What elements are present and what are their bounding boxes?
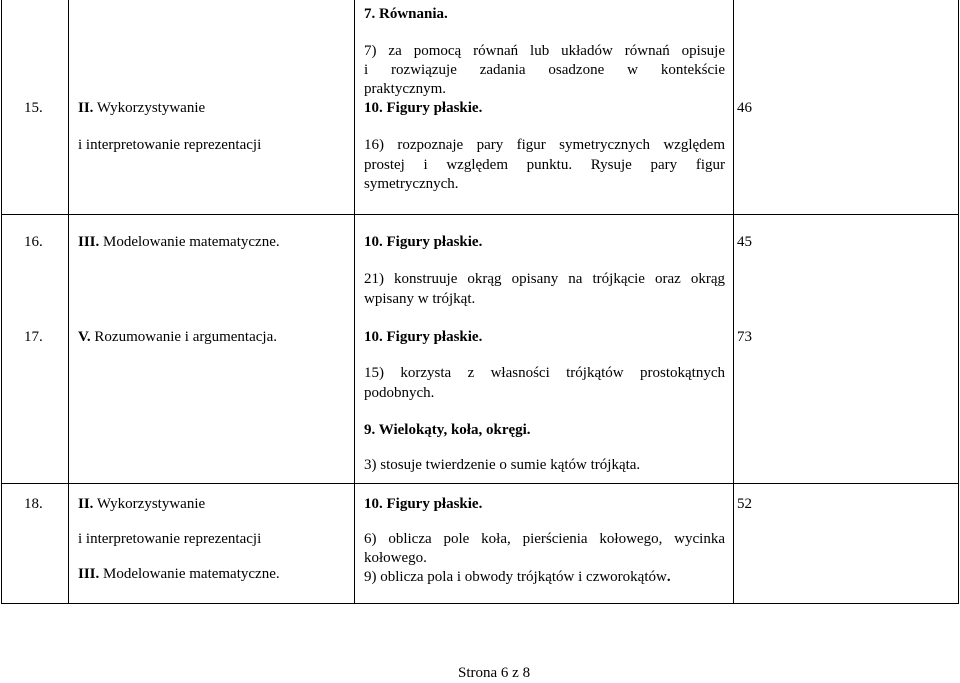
area-text: Wykorzystywanie — [93, 100, 206, 116]
area-roman: II. — [78, 496, 94, 512]
requirement-line: prostej i względem punktu. Rysuje pary figur — [364, 157, 725, 173]
requirement-line: 16) rozpoznaje pary figur symetrycznych względem — [364, 137, 725, 153]
area-text: Wykorzystywanie — [93, 496, 206, 512]
area-text: Modelowanie matematyczne. — [99, 234, 280, 250]
row-divider-17-18 — [1, 483, 959, 484]
row-number: 17. — [24, 329, 43, 345]
area-line — [78, 565, 280, 584]
column-divider-2 — [354, 0, 355, 604]
requirement-line: symetrycznych. — [364, 176, 459, 192]
area-roman: III. — [78, 234, 100, 250]
section-heading: 10. Figury płaskie. — [364, 100, 483, 116]
row-divider-15-16 — [1, 214, 959, 215]
requirement-text: 9) oblicza pola i obwody trójkątów i czworokątów — [364, 569, 667, 585]
area-roman: II. — [78, 100, 94, 116]
area-line: i interpretowanie reprezentacji — [78, 137, 262, 153]
table-border-left — [1, 0, 2, 604]
requirement-line: 6) oblicza pole koła, pierścienia kołowego, wycinka — [364, 531, 725, 547]
requirement-line: i rozwiązuje zadania osadzone w kontekście — [364, 62, 725, 78]
area-line — [78, 328, 277, 347]
area-line — [78, 99, 205, 118]
section-heading: 9. Wielokąty, koła, okręgi. — [364, 422, 531, 438]
requirement-line: 7) za pomocą równań lub układów równań opisuje — [364, 43, 725, 59]
section-heading: 10. Figury płaskie. — [364, 496, 483, 512]
task-number: 73 — [737, 329, 752, 345]
requirement-line: kołowego. — [364, 550, 427, 566]
task-number: 52 — [737, 496, 752, 512]
section-heading: 7. Równania. — [364, 6, 448, 22]
section-heading: 10. Figury płaskie. — [364, 329, 483, 345]
page-number: Strona 6 z 8 — [458, 665, 531, 681]
requirement-end-dot: . — [666, 569, 671, 585]
column-divider-3 — [733, 0, 734, 604]
column-divider-1 — [68, 0, 69, 604]
requirement-line: 3) stosuje twierdzenie o sumie kątów trójkąta. — [364, 457, 641, 473]
area-roman: V. — [78, 329, 91, 345]
requirement-line — [364, 568, 671, 587]
requirement-line: wpisany w trójkąt. — [364, 291, 476, 307]
row-number: 16. — [24, 234, 43, 250]
requirement-line: praktycznym. — [364, 81, 447, 97]
area-line — [78, 233, 280, 252]
row-number: 15. — [24, 100, 43, 116]
section-heading: 10. Figury płaskie. — [364, 234, 483, 250]
area-text: Rozumowanie i argumentacja. — [90, 329, 277, 345]
task-number: 45 — [737, 234, 752, 250]
area-roman: III. — [78, 566, 100, 582]
area-line: i interpretowanie reprezentacji — [78, 531, 262, 547]
requirement-line: 15) korzysta z własności trójkątów prostokątnych — [364, 365, 725, 381]
area-text: Modelowanie matematyczne. — [99, 566, 280, 582]
table-border-bottom — [1, 603, 959, 604]
requirement-line: 21) konstruuje okrąg opisany na trójkącie oraz okrąg — [364, 271, 725, 287]
task-number: 46 — [737, 100, 752, 116]
requirement-line: podobnych. — [364, 385, 435, 401]
row-number: 18. — [24, 496, 43, 512]
table-border-right — [958, 0, 959, 604]
area-line — [78, 495, 205, 514]
